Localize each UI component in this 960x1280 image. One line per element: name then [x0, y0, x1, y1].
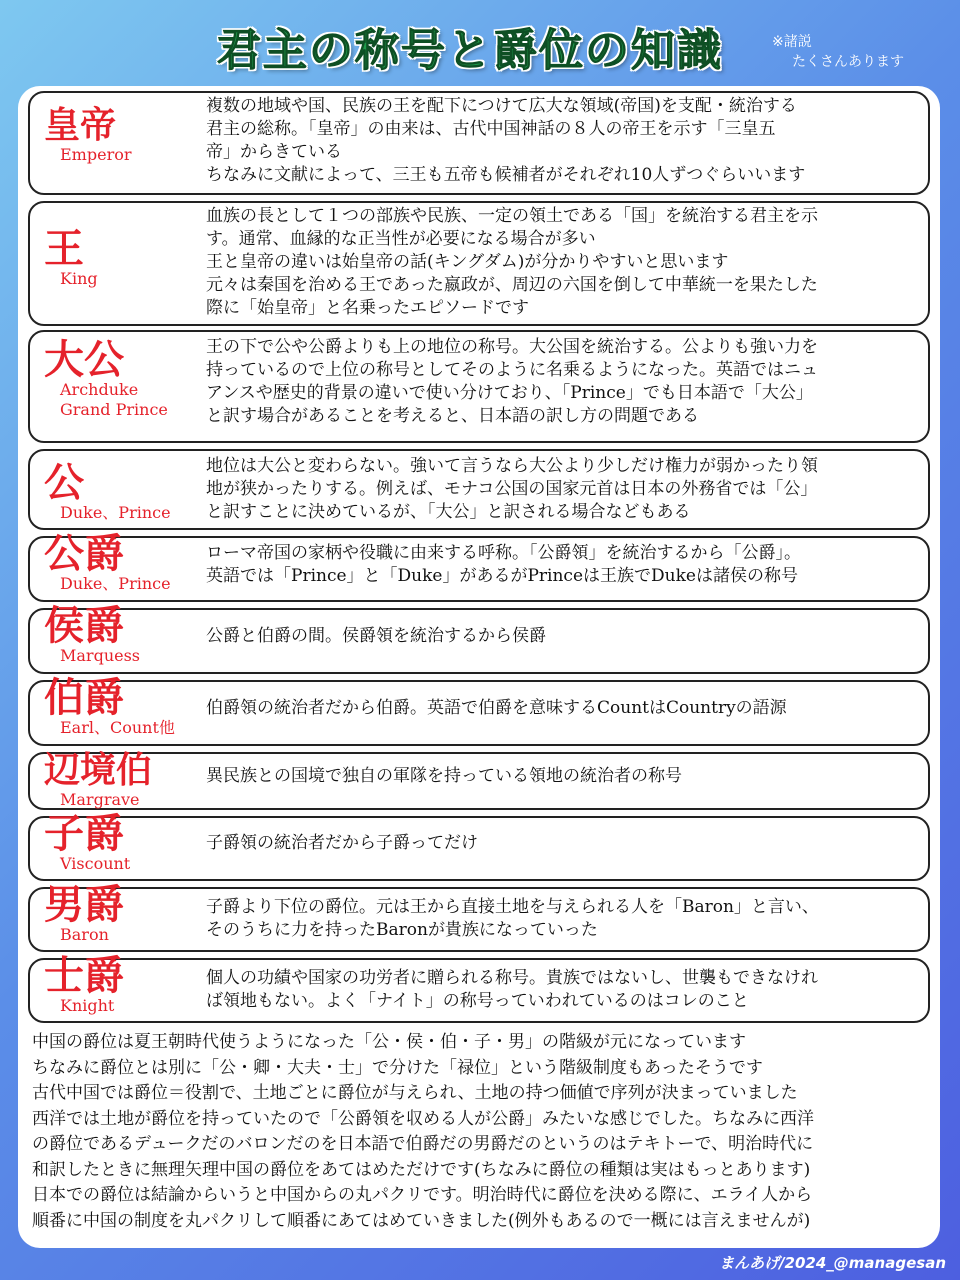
entry-term-english: Margrave	[60, 790, 140, 809]
title-entry	[28, 952, 930, 1023]
title-entry	[28, 449, 930, 530]
entry-term-kanji: 王	[44, 225, 84, 272]
footer-line: 日本での爵位は結論からいうと中国からの丸パクリです。明治時代に爵位を決める際に、エライ人から	[32, 1185, 813, 1205]
description-line: 際に「始皇帝」と名乗ったエピソードです	[206, 298, 529, 318]
description-line: アンスや歴史的背景の違いで使い分けており、「Prince」でも日本語で「大公」	[206, 383, 813, 403]
credit: まんあげ/2024_@managesan	[719, 1254, 946, 1272]
footer-line: 中国の爵位は夏王朝時代使うようになった「公・侯・伯・子・男」の階級が元になっています	[32, 1032, 746, 1052]
description-line: ば領地もない。よく「ナイト」の称号っていわれているのはコレのこと	[206, 991, 749, 1011]
description-line: 複数の地域や国、民族の王を配下につけて広大な領域(帝国)を支配・統治する	[206, 96, 797, 116]
entry-term	[44, 750, 204, 810]
description-line: 伯爵領の統治者だから伯爵。英語で伯爵を意味するCountはCountryの語源	[206, 698, 787, 718]
description-line: ローマ帝国の家柄や役職に由来する呼称。「公爵領」を統治するから「公爵」。	[206, 543, 801, 563]
note-line-1: ※諸説	[772, 34, 812, 50]
entry-term	[44, 952, 204, 1016]
description-line: 子爵より下位の爵位。元は王から直接土地を与えられる人を「Baron」と言い、	[206, 897, 819, 917]
entry-term	[44, 105, 204, 165]
content-panel	[18, 86, 940, 1248]
footer-line: 和訳したときに無理矢理中国の爵位をあてはめただけです(ちなみに爵位の種類は実はもっとあります)	[32, 1159, 811, 1180]
entry-term-kanji: 侯爵	[44, 602, 124, 649]
footer-line: 西洋では土地が爵位を持っていたので「公爵領を収める人が公爵」みたいな感じでした。ちなみに西洋	[32, 1108, 814, 1129]
entry-term-english: Duke、Prince	[60, 503, 171, 522]
footer-notes	[32, 1030, 932, 1234]
title-entry	[28, 674, 930, 746]
description-line: 持っているので上位の称号としてそのように名乗るようになった。英語ではニュ	[206, 360, 818, 380]
description-line: 個人の功績や国家の功労者に贈られる称号。貴族ではないし、世襲もできなけれ	[206, 968, 818, 988]
entry-description	[206, 697, 914, 720]
description-line: 王と皇帝の違いは始皇帝の話(キングダム)が分かりやすいと思います	[206, 252, 729, 272]
page-title: 君主の称号と爵位の知識	[217, 25, 723, 76]
entry-term	[44, 336, 204, 420]
entry-term-english: Baron	[60, 925, 109, 944]
footer-line: 古代中国では爵位＝役割で、土地ごとに爵位が与えられ、土地の持つ価値で序列が決まっていました	[32, 1083, 798, 1103]
title-entry	[28, 810, 930, 881]
title-entry	[28, 91, 930, 195]
entry-term-kanji: 士爵	[44, 952, 124, 999]
description-line: ちなみに文献によって、三王も五帝も候補者がそれぞれ10人ずつぐらいいます	[206, 165, 806, 185]
entry-description	[206, 336, 914, 428]
title-entry	[28, 749, 930, 810]
entry-term-kanji: 男爵	[44, 881, 124, 928]
title-entry	[28, 330, 930, 443]
description-line: 帝」からきている	[206, 142, 342, 162]
footer-line: の爵位であるデュークだのバロンだのを日本語で伯爵だの男爵だのというのはテキトーで、明治時代に	[32, 1134, 814, 1154]
title-entry	[28, 201, 930, 326]
entry-description	[206, 205, 914, 320]
title-entry	[28, 602, 930, 674]
entry-description	[206, 455, 914, 524]
entry-term	[44, 674, 204, 738]
description-line: す。通常、血縁的な正当性が必要になる場合が多い	[206, 229, 596, 249]
description-line: そのうちに力を持ったBaronが貴族になっていった	[206, 920, 598, 940]
description-line: 子爵領の統治者だから子爵ってだけ	[206, 833, 478, 853]
note-line-2: たくさんあります	[792, 54, 904, 70]
entry-term-english: Emperor	[60, 145, 132, 164]
entry-term	[44, 881, 204, 945]
description-line: 君主の総称。「皇帝」の由来は、古代中国神話の８人の帝王を示す「三皇五	[206, 119, 776, 139]
footer-line: ちなみに爵位とは別に「公・卿・大夫・士」で分けた「禄位」という階級制度もあったそうです	[32, 1057, 763, 1078]
entry-term	[44, 225, 204, 289]
entry-description	[206, 95, 914, 187]
entry-term-kanji: 皇帝	[44, 104, 117, 146]
entry-term-english: Knight	[60, 996, 115, 1015]
entry-term-kanji: 子爵	[44, 810, 124, 857]
entry-description	[206, 542, 914, 588]
entry-term-english: Earl、Count他	[60, 718, 175, 737]
title-entry	[28, 881, 930, 952]
entry-term-english: King	[60, 269, 98, 288]
entry-description	[206, 765, 914, 788]
entry-term-kanji: 公爵	[44, 530, 124, 577]
entry-description	[206, 625, 914, 648]
entry-term-kanji: 伯爵	[44, 674, 124, 721]
entry-term-english: Viscount	[60, 854, 131, 873]
entry-description	[206, 967, 914, 1013]
entry-term	[44, 810, 204, 874]
entry-description	[206, 832, 914, 855]
entry-term-english: Marquess	[60, 646, 141, 665]
entry-term-kanji: 公	[44, 459, 84, 506]
entry-term	[44, 459, 204, 523]
entry-term	[44, 530, 204, 594]
entry-description	[206, 896, 914, 942]
description-line: と訳すことに決めているが、「大公」と訳される場合などもある	[206, 502, 691, 522]
description-line: と訳す場合があることを考えると、日本語の訳し方の問題である	[206, 406, 699, 426]
entry-term-kanji: 辺境伯	[44, 749, 153, 791]
description-line: 王の下で公や公爵よりも上の地位の称号。大公国を統治する。公よりも強い力を	[206, 337, 818, 357]
entry-term-kanji: 大公	[44, 336, 124, 383]
entry-term-english: Grand Prince	[60, 400, 168, 419]
description-line: 血族の長として１つの部族や民族、一定の領土である「国」を統治する君主を示	[206, 206, 818, 226]
description-line: 異民族との国境で独自の軍隊を持っている領地の統治者の称号	[206, 766, 682, 786]
entry-term	[44, 602, 204, 666]
description-line: 公爵と伯爵の間。侯爵領を統治するから侯爵	[206, 626, 546, 646]
title-entry	[28, 530, 930, 602]
description-line: 元々は秦国を治める王であった嬴政が、周辺の六国を倒して中華統一を果たした	[206, 275, 818, 295]
footer-line: 順番に中国の制度を丸パクリして順番にあてはめていきました(例外もあるので一概には言えませんが)	[32, 1210, 811, 1231]
description-line: 地が狭かったりする。例えば、モナコ公国の国家元首は日本の外務省では「公」	[206, 479, 818, 499]
entry-term-english: Duke、Prince	[60, 574, 171, 593]
description-line: 英語では「Prince」と「Duke」があるがPrinceは王族でDukeは諸侯の称号	[206, 566, 798, 586]
entry-term-english: Archduke	[60, 380, 139, 399]
description-line: 地位は大公と変わらない。強いて言うなら大公より少しだけ権力が弱かったり領	[206, 456, 818, 476]
disclaimer-note	[772, 32, 952, 72]
